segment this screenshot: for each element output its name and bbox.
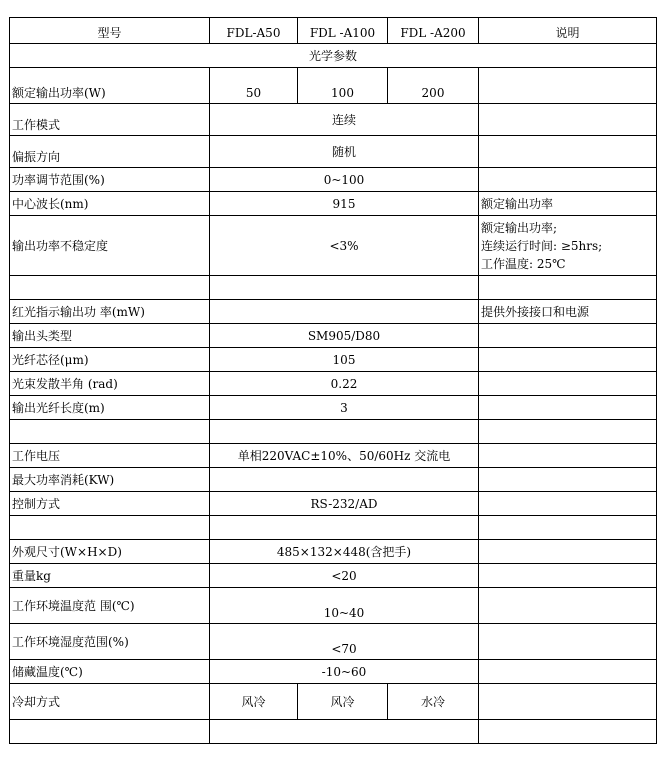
blank-row — [10, 420, 657, 444]
value-cell: 50 — [210, 68, 298, 104]
row-label: 工作环境湿度范围(%) — [10, 624, 210, 660]
table-row — [10, 104, 657, 136]
blank-row — [10, 720, 657, 744]
row-label: 外观尺寸(W×H×D) — [10, 540, 210, 564]
table-row — [10, 540, 657, 564]
note-cell — [479, 372, 657, 396]
row-label: 输出头类型 — [10, 324, 210, 348]
table-row — [10, 300, 657, 324]
value-cell: 3 — [210, 396, 479, 420]
row-label: 重量kg — [10, 564, 210, 588]
table-row — [10, 492, 657, 516]
note-cell — [479, 348, 657, 372]
row-label: 输出功率不稳定度 — [10, 216, 210, 276]
value-cell: 连续 — [210, 104, 479, 136]
row-label: 工作模式 — [10, 104, 210, 136]
row-label: 输出光纤长度(m) — [10, 396, 210, 420]
table-row — [10, 660, 657, 684]
value-cell: 0.22 — [210, 372, 479, 396]
row-label: 中心波长(nm) — [10, 192, 210, 216]
row-label: 冷却方式 — [10, 684, 210, 720]
note-cell — [479, 588, 657, 624]
table-row — [10, 372, 657, 396]
table-row — [10, 468, 657, 492]
row-label: 光纤芯径(μm) — [10, 348, 210, 372]
model-fdl-a50: FDL-A50 — [210, 18, 298, 44]
table-row — [10, 168, 657, 192]
note-line: 工作温度: 25℃ — [481, 256, 566, 271]
model-fdl-a200: FDL -A200 — [388, 18, 479, 44]
note-line: 额定输出功率; — [481, 220, 558, 235]
row-label: 工作电压 — [10, 444, 210, 468]
row-label: 控制方式 — [10, 492, 210, 516]
blank-row — [10, 516, 657, 540]
row-label: 储藏温度(℃) — [10, 660, 210, 684]
value-cell: 10~40 — [210, 588, 479, 624]
table-row — [10, 324, 657, 348]
value-cell — [210, 300, 479, 324]
table-row — [10, 216, 657, 276]
value-cell: 200 — [388, 68, 479, 104]
row-label: 功率调节范围(%) — [10, 168, 210, 192]
blank-row — [10, 276, 657, 300]
note-cell — [479, 684, 657, 720]
value-cell: 风冷 — [298, 684, 388, 720]
note-cell — [479, 136, 657, 168]
note-cell — [479, 104, 657, 136]
note-cell — [479, 660, 657, 684]
row-label: 工作环境温度范 围(℃) — [10, 588, 210, 624]
note-cell — [479, 468, 657, 492]
value-cell: 0~100 — [210, 168, 479, 192]
note-cell — [479, 624, 657, 660]
note-line: 连续运行时间: ≥5hrs; — [481, 238, 603, 253]
value-cell: <3% — [210, 216, 479, 276]
value-cell: <70 — [210, 624, 479, 660]
note-cell — [479, 540, 657, 564]
note-cell — [479, 168, 657, 192]
value-cell: 915 — [210, 192, 479, 216]
note-cell: 提供外接接口和电源 — [479, 300, 657, 324]
table-row — [10, 588, 657, 624]
row-label: 最大功率消耗(KW) — [10, 468, 210, 492]
table-row — [10, 348, 657, 372]
value-cell: 水冷 — [388, 684, 479, 720]
row-label: 红光指示输出功 率(mW) — [10, 300, 210, 324]
value-cell: 风冷 — [210, 684, 298, 720]
table-row — [10, 192, 657, 216]
value-cell: 485×132×448(含把手) — [210, 540, 479, 564]
row-label: 额定输出功率(W) — [10, 68, 210, 104]
table-row — [10, 396, 657, 420]
row-label: 光束发散半角 (rad) — [10, 372, 210, 396]
value-cell: SM905/D80 — [210, 324, 479, 348]
section-optical-title: 光学参数 — [10, 44, 657, 68]
value-cell: -10~60 — [210, 660, 479, 684]
section-row — [10, 44, 657, 68]
value-cell: 100 — [298, 68, 388, 104]
table-row — [10, 684, 657, 720]
model-fdl-a100: FDL -A100 — [298, 18, 388, 44]
value-cell: RS-232/AD — [210, 492, 479, 516]
note-cell: 额定输出功率 — [479, 192, 657, 216]
value-cell: 105 — [210, 348, 479, 372]
note-cell — [479, 492, 657, 516]
value-cell: <20 — [210, 564, 479, 588]
row-label: 偏振方向 — [10, 136, 210, 168]
note-cell — [479, 564, 657, 588]
header-row — [10, 18, 657, 44]
value-cell: 随机 — [210, 136, 479, 168]
note-cell — [479, 444, 657, 468]
table-row — [10, 624, 657, 660]
note-cell — [479, 216, 657, 276]
note-cell — [479, 324, 657, 348]
value-cell — [210, 468, 479, 492]
table-row — [10, 68, 657, 104]
spec-table — [9, 17, 657, 744]
table-row — [10, 564, 657, 588]
table-row — [10, 444, 657, 468]
value-cell: 单相220VAC±10%、50/60Hz 交流电 — [210, 444, 479, 468]
note-cell — [479, 396, 657, 420]
note-header: 说明 — [479, 18, 657, 44]
table-row — [10, 136, 657, 168]
note-cell — [479, 68, 657, 104]
model-header: 型号 — [10, 18, 210, 44]
